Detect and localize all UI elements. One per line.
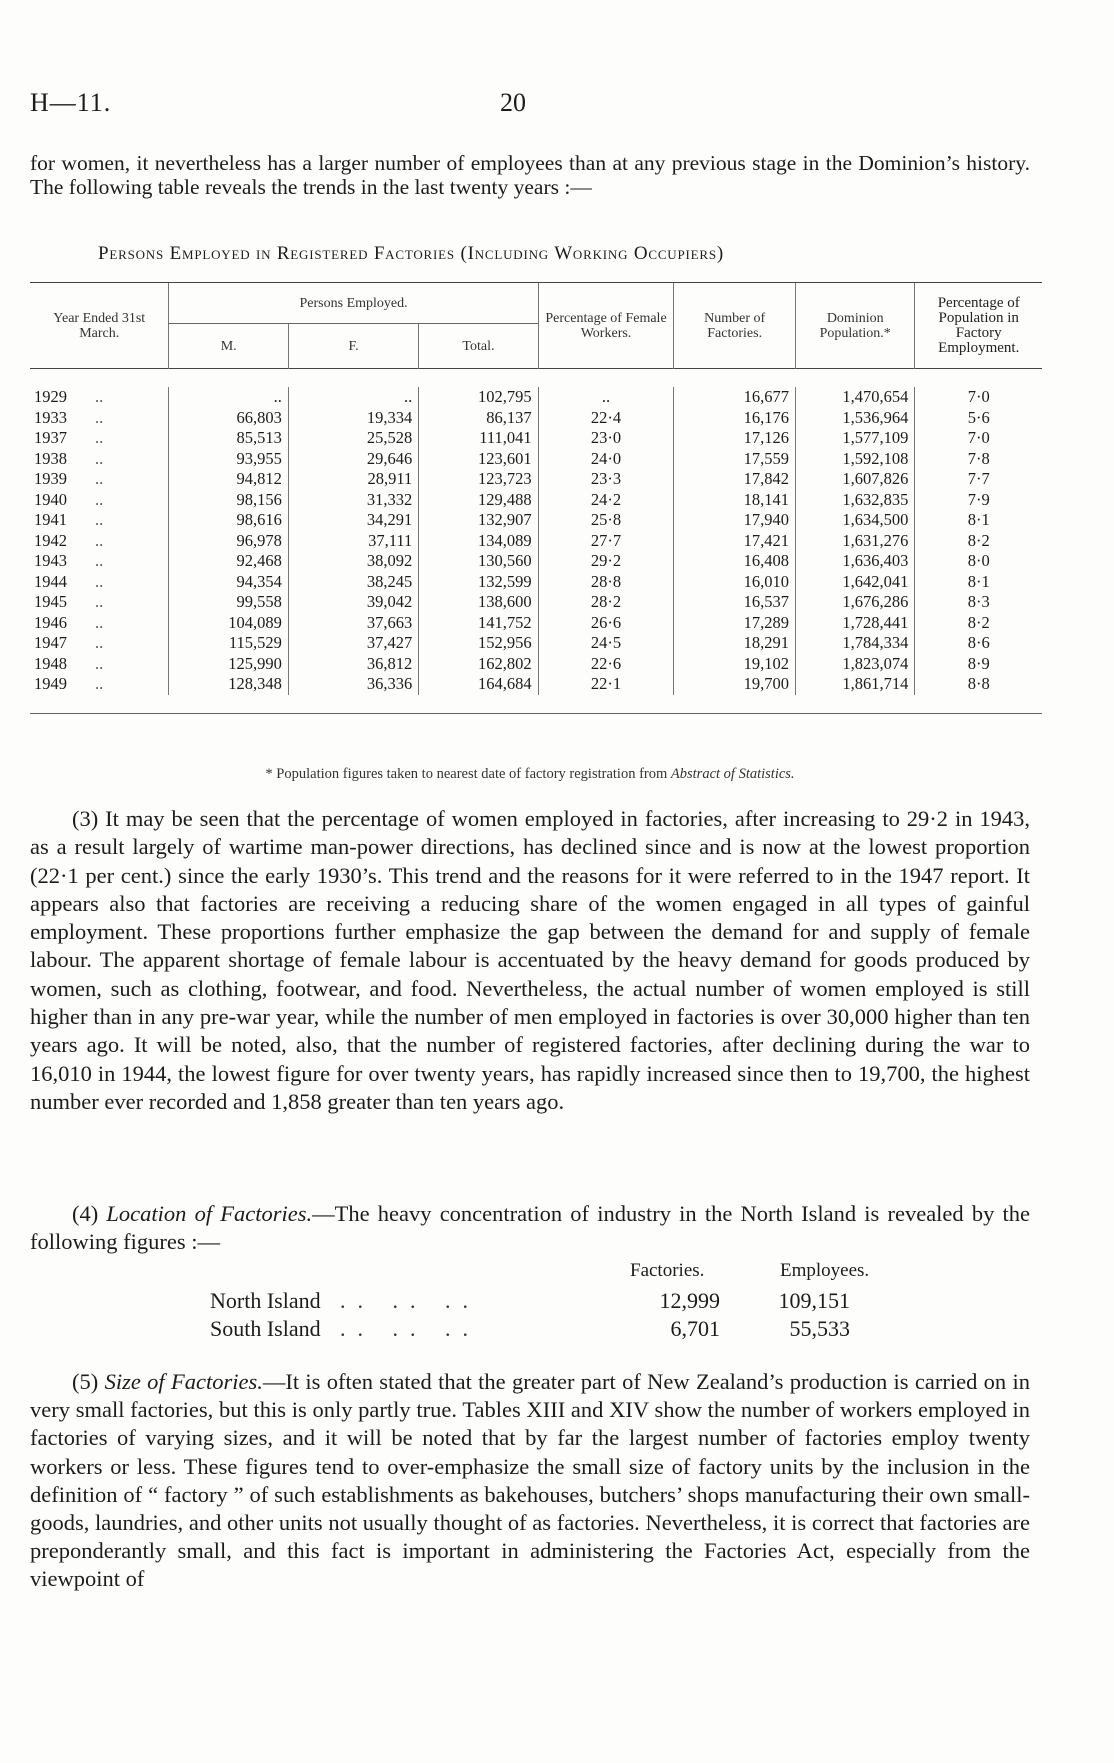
island-figures — [180, 1260, 900, 1344]
header-total: Total. — [419, 324, 538, 369]
cell-pct-female: 22·6 — [538, 654, 674, 675]
cell-factories: 16,176 — [674, 408, 796, 429]
cell-total: 86,137 — [419, 408, 538, 429]
cell-total: 132,907 — [419, 510, 538, 531]
table-row — [30, 428, 1042, 449]
table-footnote — [30, 766, 1030, 783]
paragraph-5-heading: Size of Factories. — [104, 1369, 263, 1394]
table-row — [30, 469, 1042, 490]
leader-dots: .. — [95, 428, 104, 447]
cell-female: 25,528 — [288, 428, 418, 449]
cell-factories: 17,289 — [674, 613, 796, 634]
cell-pct-female: 23·0 — [538, 428, 674, 449]
year-value: 1946 — [34, 612, 67, 632]
leader-dots: .. — [95, 530, 104, 550]
cell-total: 152,956 — [419, 633, 538, 654]
paragraph-3-text: (3) It may be seen that the percentage of women employed in factories, after increasing to 29·2 in 1943, as a result largely of wartime man-power directions, has declined since and is now at the lowest proportion (22·1 per cent.) since the early 1930’s. This trend and the reasons for it were referred to in the 1947 report. It appears also that factories are receiving a reducing share of the women engaged in all types of gainful employment. These proportions further emphasize the gap between the demand for and supply of female labour. The apparent shortage of female labour is accentuated by the heavy demand for goods produced by women, such as clothing, footwear, and food. Nevertheless, the actual number of women employed is still higher than in any pre-war year, while the number of men employed in factories is over 30,000 higher than ten years ago. It will be noted, also, that the number of registered factories, after declining during the war to 16,010 in 1944, the lowest figure for over twenty years, has rapidly increased since then to 19,700, the highest number ever recorded and 1,858 greater than ten years ago. — [30, 806, 1030, 1114]
document-reference: H—11. — [30, 88, 112, 117]
table-row — [30, 387, 1042, 408]
leader-dots: .. .. .. — [340, 1288, 480, 1313]
header-num-factories: Number of Factories. — [674, 283, 796, 369]
island-col-employees: Employees. — [780, 1260, 870, 1281]
year-value: 1947 — [34, 633, 67, 652]
cell-pct-population: 8·1 — [915, 510, 1042, 531]
cell-factories: 19,102 — [674, 654, 796, 675]
cell-female: 38,245 — [288, 572, 418, 593]
paragraph-5-text: —It is often stated that the greater part of New Zealand’s production is carried on in very small factories, but this is only partly true. Tables XIII and XIV show the number of workers employed in factories of varying sizes, and it will be noted that by far the largest number of factories employ twenty workers or less. These figures tend to over-emphasize the small size of factory units by the inclusion in the definition of “ factory ” of such establishments as bakehouses, butchers’ shops manufacturing their own small-goods, laundries, and other units not usually thought of as factories. Nevertheless, it is correct that factories are preponderantly small, and this fact is important in administering the Factories Act, especially from the viewpoint of — [30, 1369, 1030, 1592]
cell-female: 38,092 — [288, 551, 418, 572]
cell-female: 19,334 — [288, 408, 418, 429]
cell-pct-female: 28·2 — [538, 592, 674, 613]
cell-pct-female: 25·8 — [538, 510, 674, 531]
paragraph-3 — [30, 805, 1030, 1116]
year-value: 1933 — [34, 407, 67, 427]
page-number: 20 — [500, 88, 526, 117]
paragraph-4 — [30, 1200, 1030, 1257]
cell-pct-female: 24·2 — [538, 490, 674, 511]
cell-male: 128,348 — [169, 674, 288, 695]
cell-population: 1,536,964 — [795, 408, 914, 429]
header-male: M. — [169, 324, 288, 369]
year-value: 1939 — [34, 469, 67, 488]
cell-pct-female: 29·2 — [538, 551, 674, 572]
cell-factories: 17,842 — [674, 469, 796, 490]
cell-pct-population: 8·3 — [915, 592, 1042, 613]
leader-dots: .. — [95, 633, 104, 652]
cell-male: 93,955 — [169, 449, 288, 470]
leader-dots: .. — [95, 407, 104, 427]
cell-female: .. — [288, 387, 418, 408]
cell-total: 134,089 — [419, 531, 538, 552]
year-value: 1948 — [34, 653, 67, 673]
island-name: South Island — [210, 1316, 321, 1341]
year-value: 1938 — [34, 448, 67, 468]
leader-dots: .. — [95, 387, 104, 406]
cell-pct-female: 24·0 — [538, 449, 674, 470]
cell-factories: 17,559 — [674, 449, 796, 470]
island-col-factories: Factories. — [630, 1260, 705, 1281]
table-row — [30, 408, 1042, 429]
cell-male: 94,354 — [169, 572, 288, 593]
cell-pct-population: 8·9 — [915, 654, 1042, 675]
table-row — [30, 551, 1042, 572]
cell-pct-female: 28·8 — [538, 572, 674, 593]
cell-year — [30, 408, 169, 429]
cell-female: 36,336 — [288, 674, 418, 695]
table-row — [30, 510, 1042, 531]
cell-total: 130,560 — [419, 551, 538, 572]
footnote-text: * Population figures taken to nearest date of factory registration from — [265, 766, 671, 782]
header-female: F. — [288, 324, 418, 369]
cell-pct-population: 8·6 — [915, 633, 1042, 654]
cell-male: 92,468 — [169, 551, 288, 572]
cell-factories: 19,700 — [674, 674, 796, 695]
cell-pct-population: 5·6 — [915, 408, 1042, 429]
cell-population: 1,634,500 — [795, 510, 914, 531]
cell-male: 98,616 — [169, 510, 288, 531]
cell-male: 94,812 — [169, 469, 288, 490]
island-employees: 109,151 — [778, 1288, 850, 1313]
cell-total: 102,795 — [419, 387, 538, 408]
cell-factories: 16,537 — [674, 592, 796, 613]
cell-male: 66,803 — [169, 408, 288, 429]
cell-total: 162,802 — [419, 654, 538, 675]
cell-year — [30, 510, 169, 531]
cell-population: 1,642,041 — [795, 572, 914, 593]
cell-female: 29,646 — [288, 449, 418, 470]
paragraph-4-heading: Location of Factories. — [106, 1201, 313, 1226]
cell-pct-female: 27·7 — [538, 531, 674, 552]
cell-female: 39,042 — [288, 592, 418, 613]
cell-pct-female: 23·3 — [538, 469, 674, 490]
page-header — [30, 0, 1030, 130]
cell-year — [30, 490, 169, 511]
leader-dots: .. — [95, 612, 104, 632]
island-row-south — [180, 1316, 900, 1344]
header-persons-employed: Persons Employed. — [169, 283, 538, 324]
cell-year — [30, 572, 169, 593]
cell-total: 123,601 — [419, 449, 538, 470]
cell-population: 1,577,109 — [795, 428, 914, 449]
cell-pct-female: .. — [538, 387, 674, 408]
cell-total: 129,488 — [419, 490, 538, 511]
cell-female: 36,812 — [288, 654, 418, 675]
cell-year — [30, 633, 169, 654]
cell-pct-population: 7·0 — [915, 387, 1042, 408]
island-factories: 12,999 — [659, 1288, 720, 1313]
cell-pct-population: 7·7 — [915, 469, 1042, 490]
cell-population: 1,728,441 — [795, 613, 914, 634]
cell-pct-population: 7·9 — [915, 490, 1042, 511]
cell-pct-population: 8·8 — [915, 674, 1042, 695]
cell-population: 1,592,108 — [795, 449, 914, 470]
cell-year — [30, 674, 169, 695]
cell-year — [30, 449, 169, 470]
cell-population: 1,636,403 — [795, 551, 914, 572]
table-row — [30, 613, 1042, 634]
cell-year — [30, 654, 169, 675]
table-row — [30, 572, 1042, 593]
table-row — [30, 674, 1042, 695]
cell-year — [30, 531, 169, 552]
cell-male: 115,529 — [169, 633, 288, 654]
leader-dots: .. — [95, 592, 104, 611]
cell-population: 1,470,654 — [795, 387, 914, 408]
leader-dots: .. — [95, 448, 104, 468]
leader-dots: .. — [95, 571, 104, 591]
cell-pct-population: 8·2 — [915, 531, 1042, 552]
cell-factories: 16,010 — [674, 572, 796, 593]
factory-employment-table — [30, 282, 1042, 714]
cell-year — [30, 592, 169, 613]
cell-pct-population: 7·8 — [915, 449, 1042, 470]
header-pct-female: Percentage of Female Workers. — [538, 283, 674, 369]
cell-male: 96,978 — [169, 531, 288, 552]
cell-male: 98,156 — [169, 490, 288, 511]
table-header-row — [30, 283, 1042, 324]
leader-dots: .. — [95, 489, 104, 509]
cell-year — [30, 551, 169, 572]
table-row — [30, 449, 1042, 470]
cell-factories: 16,408 — [674, 551, 796, 572]
document-page — [30, 0, 1030, 1592]
cell-year — [30, 387, 169, 408]
cell-female: 31,332 — [288, 490, 418, 511]
island-row-north — [180, 1288, 900, 1316]
cell-factories: 17,940 — [674, 510, 796, 531]
footer-rule — [30, 695, 1042, 714]
paragraph-4-text: —The heavy concentration of industry in the North Island is revealed by the following figures :— — [30, 1201, 1030, 1255]
cell-male: 99,558 — [169, 592, 288, 613]
cell-male: 104,089 — [169, 613, 288, 634]
header-year: Year Ended 31st March. — [30, 283, 169, 369]
leader-dots: .. — [95, 510, 104, 529]
cell-total: 132,599 — [419, 572, 538, 593]
leader-dots: .. — [95, 674, 104, 693]
cell-total: 123,723 — [419, 469, 538, 490]
table-row — [30, 592, 1042, 613]
cell-pct-population: 8·0 — [915, 551, 1042, 572]
intro-text: for women, it nevertheless has a larger number of employees than at any previous stage in the Dominion’s history. The following table reveals the trends in the last twenty years :— — [30, 151, 1030, 199]
cell-pct-population: 8·2 — [915, 613, 1042, 634]
cell-total: 111,041 — [419, 428, 538, 449]
table-row — [30, 531, 1042, 552]
header-dominion-population: Dominion Population.* — [795, 283, 914, 369]
cell-year — [30, 428, 169, 449]
cell-factories: 17,421 — [674, 531, 796, 552]
paragraph-4-number: (4) — [72, 1201, 107, 1226]
island-name: North Island — [210, 1288, 321, 1313]
cell-population: 1,861,714 — [795, 674, 914, 695]
cell-total: 164,684 — [419, 674, 538, 695]
year-value: 1943 — [34, 551, 67, 570]
cell-pct-female: 22·4 — [538, 408, 674, 429]
cell-female: 37,663 — [288, 613, 418, 634]
year-value: 1941 — [34, 510, 67, 529]
footnote-source: Abstract of Statistics. — [670, 766, 795, 782]
intro-paragraph — [30, 152, 1030, 199]
cell-male: 85,513 — [169, 428, 288, 449]
leader-dots: .. .. .. — [340, 1316, 480, 1341]
cell-female: 34,291 — [288, 510, 418, 531]
leader-dots: .. — [95, 653, 104, 673]
year-value: 1945 — [34, 592, 67, 611]
table-row — [30, 633, 1042, 654]
cell-total: 138,600 — [419, 592, 538, 613]
cell-population: 1,784,334 — [795, 633, 914, 654]
cell-population: 1,823,074 — [795, 654, 914, 675]
island-employees: 55,533 — [789, 1316, 850, 1341]
paragraph-5-number: (5) — [72, 1369, 105, 1394]
table-title: Persons Employed in Registered Factories (Including Working Occupiers) — [98, 243, 725, 264]
year-value: 1929 — [34, 387, 67, 406]
cell-year — [30, 469, 169, 490]
leader-dots: .. — [95, 469, 104, 488]
cell-population: 1,631,276 — [795, 531, 914, 552]
factory-employment-table-wrap — [30, 282, 1042, 714]
cell-male: .. — [169, 387, 288, 408]
table-row — [30, 654, 1042, 675]
cell-factories: 16,677 — [674, 387, 796, 408]
cell-pct-female: 24·5 — [538, 633, 674, 654]
table-body — [30, 387, 1042, 695]
cell-population: 1,676,286 — [795, 592, 914, 613]
year-value: 1940 — [34, 489, 67, 509]
cell-male: 125,990 — [169, 654, 288, 675]
cell-female: 28,911 — [288, 469, 418, 490]
table-row — [30, 490, 1042, 511]
header-rule — [30, 369, 1042, 388]
year-value: 1937 — [34, 428, 67, 447]
cell-factories: 18,141 — [674, 490, 796, 511]
year-value: 1942 — [34, 530, 67, 550]
paragraph-5 — [30, 1368, 1030, 1594]
cell-population: 1,607,826 — [795, 469, 914, 490]
cell-female: 37,427 — [288, 633, 418, 654]
island-factories: 6,701 — [670, 1316, 720, 1341]
island-figures-header — [180, 1260, 900, 1288]
cell-total: 141,752 — [419, 613, 538, 634]
cell-female: 37,111 — [288, 531, 418, 552]
cell-pct-female: 22·1 — [538, 674, 674, 695]
header-pct-population: Percentage of Population in Factory Employment. — [915, 283, 1042, 369]
cell-pct-female: 26·6 — [538, 613, 674, 634]
year-value: 1944 — [34, 571, 67, 591]
cell-pct-population: 7·0 — [915, 428, 1042, 449]
cell-factories: 18,291 — [674, 633, 796, 654]
cell-pct-population: 8·1 — [915, 572, 1042, 593]
leader-dots: .. — [95, 551, 104, 570]
cell-factories: 17,126 — [674, 428, 796, 449]
year-value: 1949 — [34, 674, 67, 693]
cell-year — [30, 613, 169, 634]
cell-population: 1,632,835 — [795, 490, 914, 511]
